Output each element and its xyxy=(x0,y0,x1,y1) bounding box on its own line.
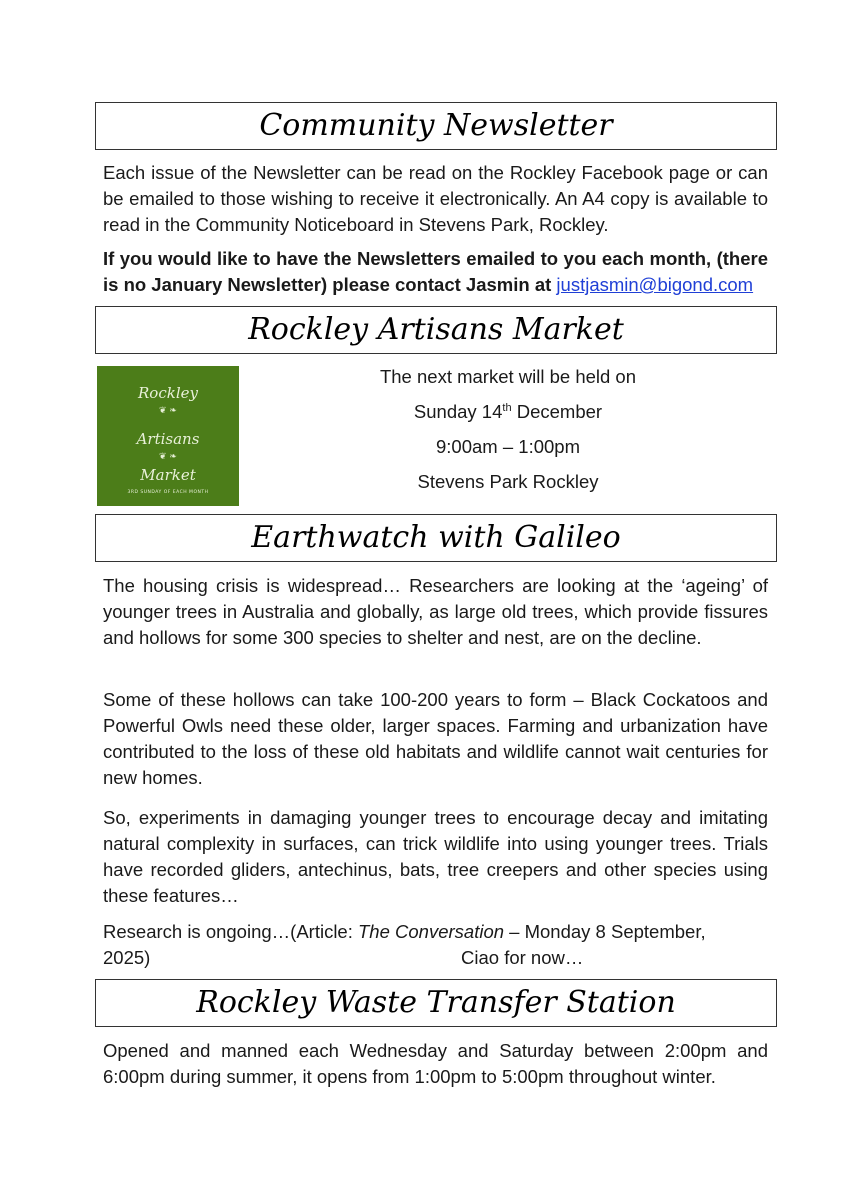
newsletter-contact-text: If you would like to have the Newsletters emailed to you each month, (there is no January Newsletter) please contact Jasmin at xyxy=(103,248,768,295)
earthwatch-para-4 xyxy=(103,919,768,971)
market-line-intro: The next market will be held on xyxy=(379,366,637,387)
market-logo-word-market: Market xyxy=(140,466,196,484)
newsletter-contact xyxy=(103,246,768,298)
earthwatch-research-post: – Monday 8 September, xyxy=(504,921,706,942)
waste-para: Opened and manned each Wednesday and Saturday between 2:00pm and 6:00pm during summer, it opens from 1:00pm to 5:00pm throughout winter. xyxy=(103,1040,768,1087)
earthwatch-para-3: So, experiments in damaging younger trees to encourage decay and imitating natural complexity in surfaces, can trick wildlife into using younger trees. Trials have recorded gliders, antechinus, bats, tree creepers and other species using these features… xyxy=(103,807,768,906)
waste-heading: Rockley Waste Transfer Station xyxy=(95,979,777,1027)
signoff: Ciao for now… xyxy=(461,947,584,968)
market-logo-image xyxy=(97,366,239,506)
earthwatch-para-2: Some of these hollows can take 100-200 years to form – Black Cockatoos and Powerful Owls need these older, larger spaces. Farming and urbanization have contributed to the loss of these old habitats and wildlife cannot wait centuries for new homes. xyxy=(103,689,768,788)
article-source: The Conversation xyxy=(358,921,505,942)
market-date-pre: Sunday 14 xyxy=(413,401,503,422)
market-line-time: 9:00am – 1:00pm xyxy=(436,436,580,457)
newsletter-intro: Each issue of the Newsletter can be read on the Rockley Facebook page or can be emailed to those wishing to receive it electronically. An A4 copy is available to read in the Community Noticeboard in Stevens Park, Rockley. xyxy=(103,162,768,235)
market-line-date xyxy=(240,401,776,423)
market-logo-word-artisans: Artisans xyxy=(136,430,200,448)
earthwatch-heading: Earthwatch with Galileo xyxy=(95,514,777,562)
market-date-sup: th xyxy=(502,401,512,414)
market-heading: Rockley Artisans Market xyxy=(95,306,777,354)
earthwatch-para-1: The housing crisis is widespread… Researchers are looking at the ‘ageing’ of younger trees in Australia and globally, as large old trees, which provide fissures and hollows for some 300 species to shelter and nest, are on the decline. xyxy=(103,575,768,648)
market-date-post: December xyxy=(511,401,603,422)
earthwatch-research-pre: Research is ongoing…(Article: xyxy=(103,921,358,942)
email-link[interactable]: justjasmin@bigond.com xyxy=(556,274,754,295)
leaf-icon: ❦ ❧ xyxy=(159,452,177,462)
market-line-location: Stevens Park Rockley xyxy=(417,471,599,492)
leaf-icon: ❦ ❧ xyxy=(159,406,177,416)
newsletter-heading: Community Newsletter xyxy=(95,102,777,150)
market-logo-subtitle: 3RD SUNDAY OF EACH MONTH xyxy=(127,490,209,495)
earthwatch-year: 2025) xyxy=(103,947,151,968)
market-logo-word-rockley: Rockley xyxy=(138,384,198,402)
